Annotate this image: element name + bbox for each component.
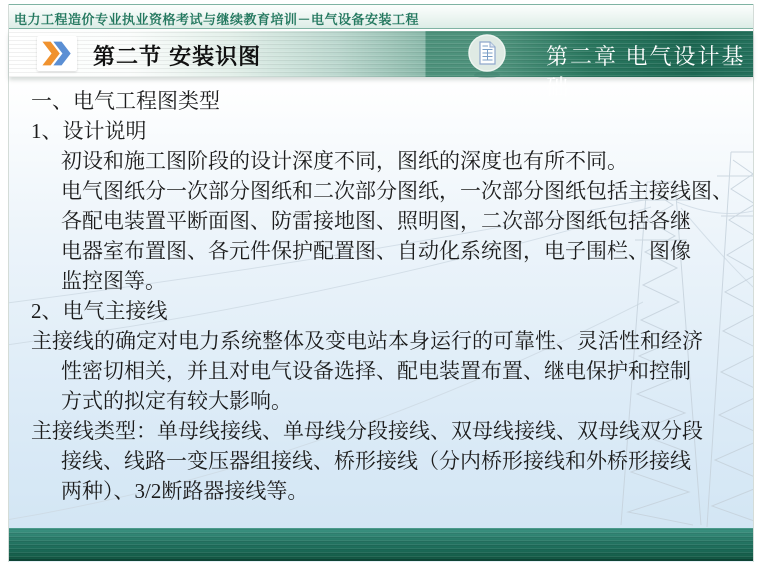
slide-area bbox=[8, 4, 754, 562]
course-banner bbox=[9, 4, 753, 29]
body-line: 各配电装置平断面图、防雷接地图、照明图，二次部分图纸包括各继 bbox=[61, 209, 691, 233]
body-line: 1、设计说明 bbox=[31, 119, 147, 143]
body-line: 2、电气主接线 bbox=[31, 299, 168, 323]
chapter-title: 第二章 电气设计基础 bbox=[546, 44, 746, 100]
section-title: 第二节 安装识图 bbox=[93, 44, 262, 69]
body-line: 方式的拟定有较大影响。 bbox=[61, 389, 292, 413]
double-chevron-right-icon bbox=[37, 36, 77, 71]
body-line: 性密切相关，并且对电气设备选择、配电装置布置、继电保护和控制 bbox=[61, 359, 691, 383]
body-line: 接线、线路一变压器组接线、桥形接线（分内桥形接线和外桥形接线 bbox=[61, 449, 691, 473]
body-line: 主接线类型：单母线接线、单母线分段接线、双母线接线、双母线双分段 bbox=[31, 419, 703, 443]
body-line: 初设和施工图阶段的设计深度不同，图纸的深度也有所不同。 bbox=[61, 149, 628, 173]
body-line: 一、电气工程图类型 bbox=[31, 89, 220, 113]
document-icon bbox=[467, 33, 507, 73]
header-band bbox=[9, 31, 753, 100]
body-line: 两种）、3/2断路器接线等。 bbox=[61, 479, 309, 503]
body-line: 电气图纸分一次部分图纸和二次部分图纸，一次部分图纸包括主接线图、 bbox=[61, 179, 733, 203]
body-line: 监控图等。 bbox=[61, 269, 166, 293]
slide-body bbox=[31, 86, 731, 506]
body-line: 主接线的确定对电力系统整体及变电站本身运行的可靠性、灵活性和经济 bbox=[31, 329, 703, 353]
course-banner-title: 电力工程造价专业执业资格考试与继续教育培训－电气设备安装工程 bbox=[14, 12, 420, 27]
body-line: 电器室布置图、各元件保护配置图、自动化系统图，电子围栏、图像 bbox=[61, 239, 691, 263]
footer-bar bbox=[9, 528, 753, 561]
